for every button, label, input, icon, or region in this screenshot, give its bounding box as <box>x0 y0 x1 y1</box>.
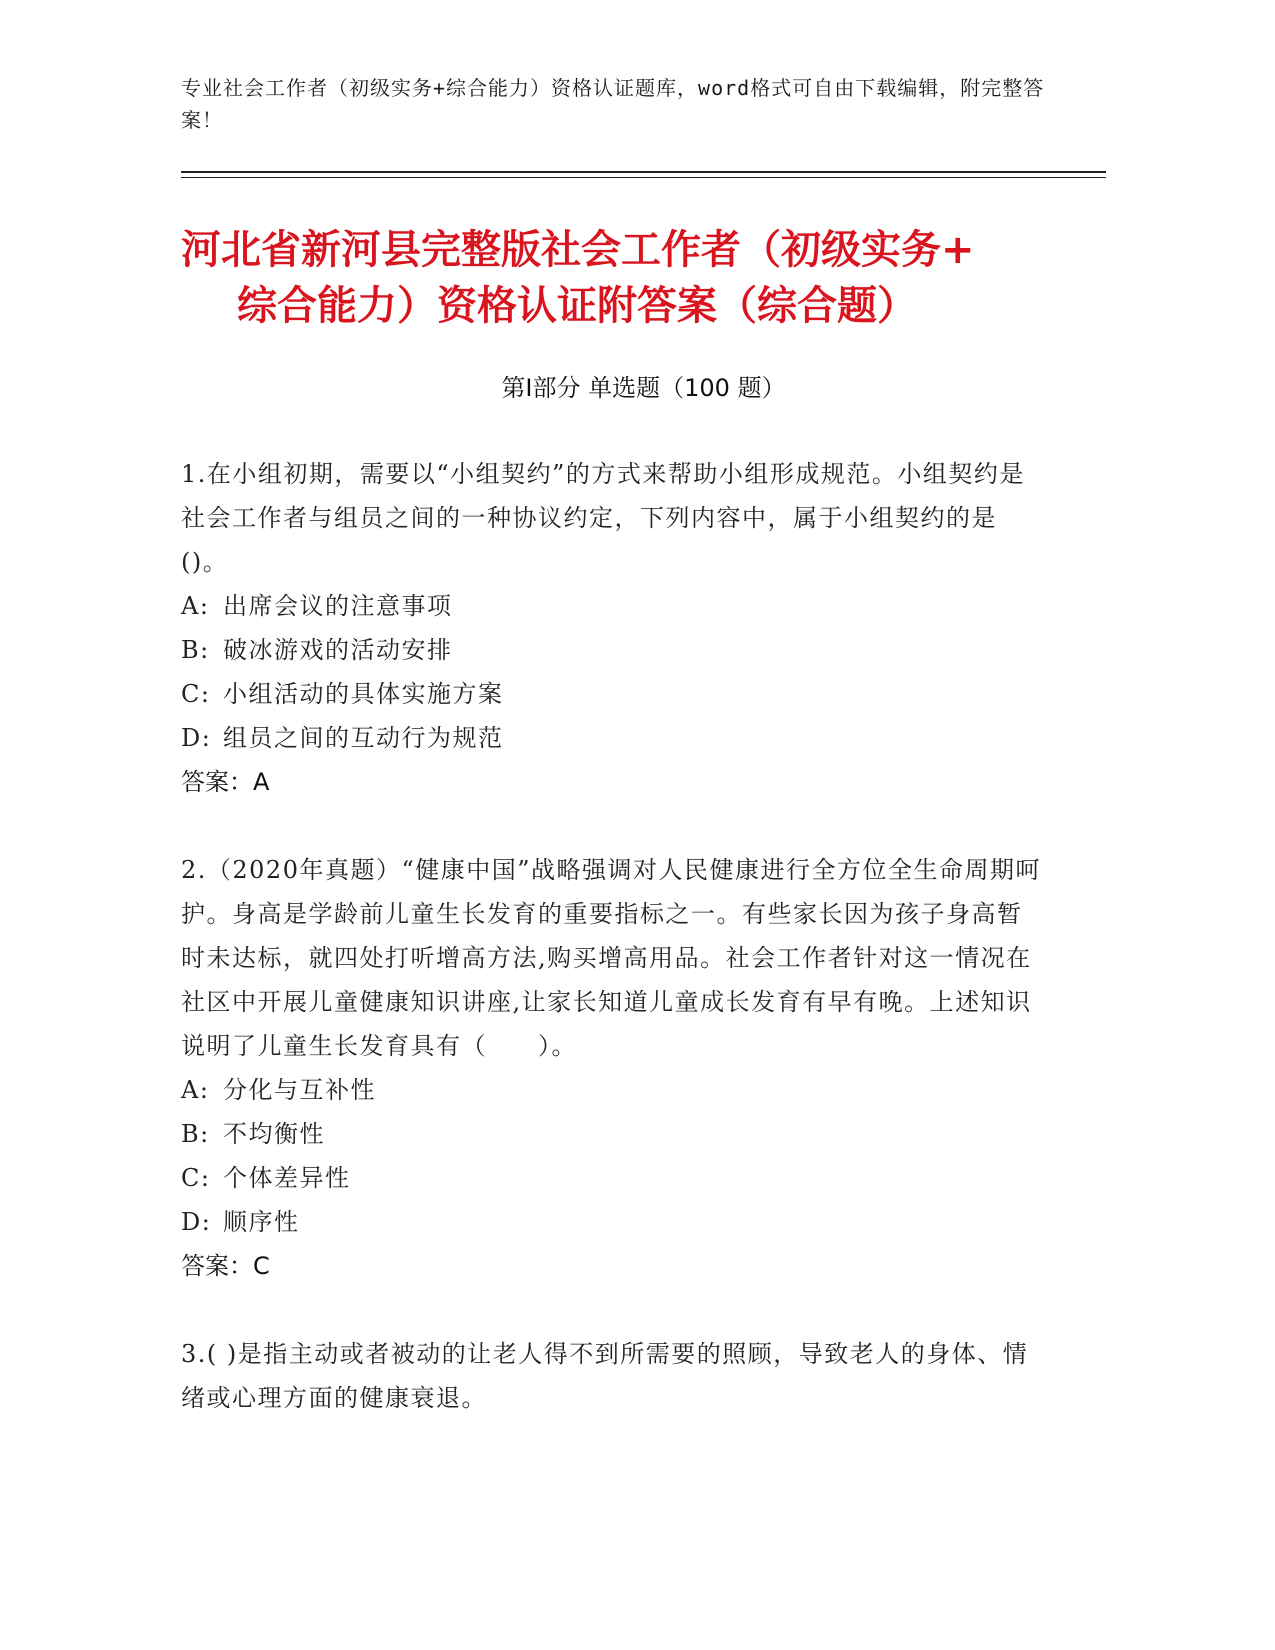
option-key: A: <box>181 592 210 620</box>
option-text: 不均衡性 <box>223 1120 325 1148</box>
option-key: C: <box>181 1164 211 1192</box>
section-heading: 第Ⅰ部分 单选题（100 题） <box>501 374 786 402</box>
header-divider-thin <box>181 177 1106 178</box>
option-key: C: <box>181 680 211 708</box>
question-2 <box>181 848 1041 1288</box>
option-key: D: <box>181 1208 212 1236</box>
option-c <box>181 672 1041 716</box>
option-text: 小组活动的具体实施方案 <box>223 680 504 708</box>
question-1 <box>181 452 1041 804</box>
question-text: 3.( )是指主动或者被动的让老人得不到所需要的照顾，导致老人的身体、情绪或心理方面的健康衰退。 <box>181 1340 1029 1412</box>
option-text: 个体差异性 <box>223 1164 351 1192</box>
question-list <box>181 452 1041 1464</box>
option-key: B: <box>181 1120 210 1148</box>
option-text: 破冰游戏的活动安排 <box>223 636 453 664</box>
option-text: 顺序性 <box>223 1208 300 1236</box>
option-a <box>181 1068 1041 1112</box>
option-b <box>181 1112 1041 1156</box>
option-a <box>181 584 1041 628</box>
page-header-note: 专业社会工作者（初级实务+综合能力）资格认证题库，word格式可自由下载编辑，附完整答案！ <box>181 76 1045 132</box>
header-divider-thick <box>181 171 1106 173</box>
option-text: 组员之间的互动行为规范 <box>223 724 504 752</box>
option-b <box>181 628 1041 672</box>
document-title-line-1: 河北省新河县完整版社会工作者（初级实务+ <box>181 227 975 273</box>
option-d <box>181 1200 1041 1244</box>
question-text: 1.在小组初期，需要以“小组契约”的方式来帮助小组形成规范。小组契约是社会工作者与组员之间的一种协议约定，下列内容中，属于小组契约的是()。 <box>181 460 1025 576</box>
answer-line: 答案：A <box>181 768 270 796</box>
answer-line: 答案：C <box>181 1252 270 1280</box>
document-title <box>181 222 1106 334</box>
option-text: 分化与互补性 <box>223 1076 376 1104</box>
question-text: 2.（2020年真题）“健康中国”战略强调对人民健康进行全方位全生命周期呵护。身高是学龄前儿童生长发育的重要指标之一。有些家长因为孩子身高暂时未达标，就四处打听增高方法,购买增高用品。社会工作者针对这一情况在社区中开展儿童健康知识讲座,让家长知道儿童成长发育有早有晚。上述知识说明了儿童生长发育具有（ ）。 <box>181 856 1042 1060</box>
question-3 <box>181 1332 1041 1420</box>
option-c <box>181 1156 1041 1200</box>
option-d <box>181 716 1041 760</box>
option-key: D: <box>181 724 212 752</box>
document-title-line-2: 综合能力）资格认证附答案（综合题） <box>237 283 917 329</box>
option-key: A: <box>181 1076 210 1104</box>
option-key: B: <box>181 636 210 664</box>
option-text: 出席会议的注意事项 <box>223 592 453 620</box>
